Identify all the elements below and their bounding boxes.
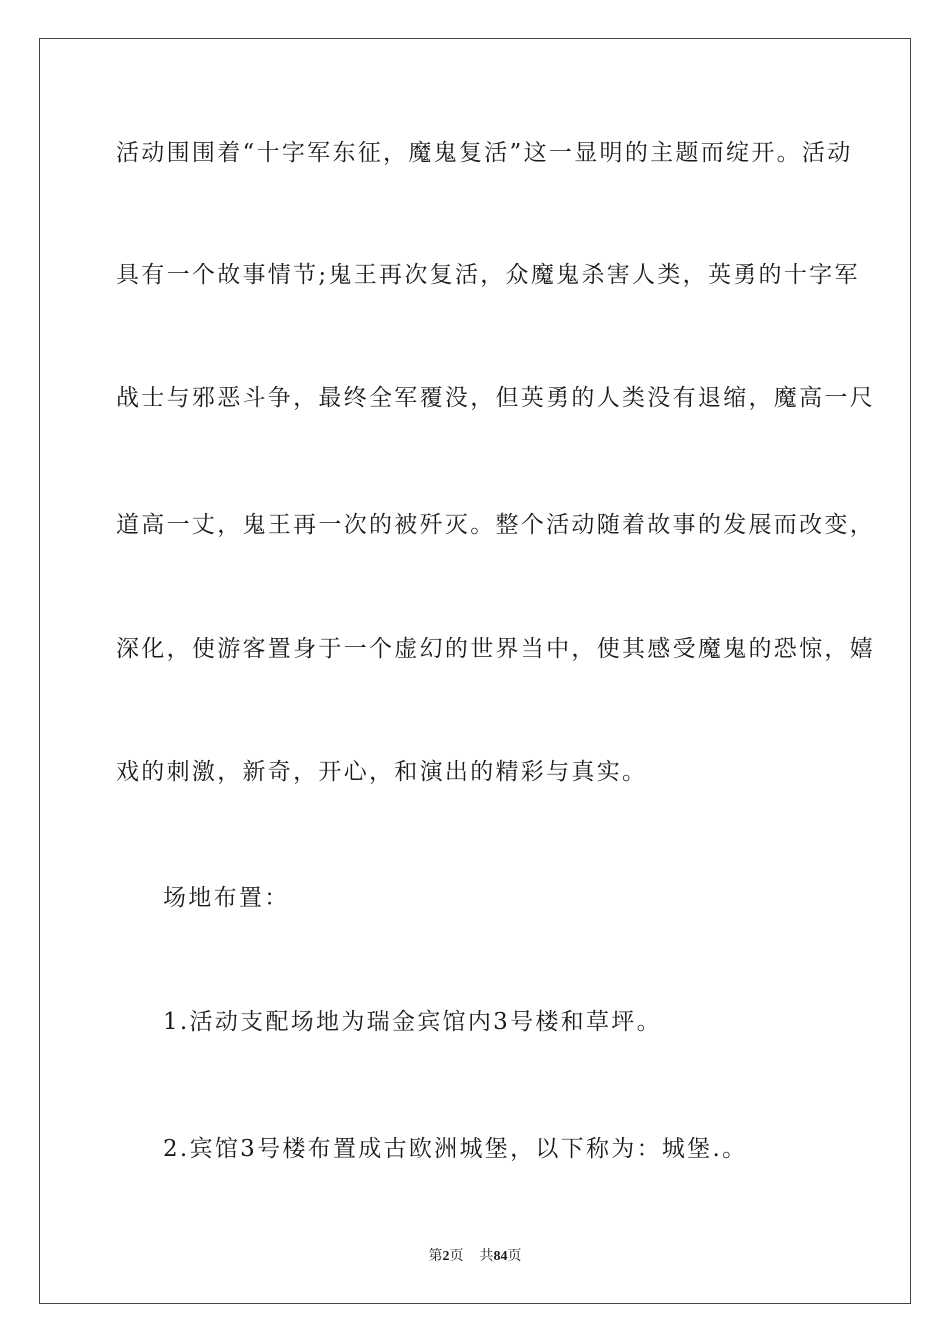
body-text-line-6: 戏的刺激，新奇，开心，和演出的精彩与真实。 bbox=[116, 759, 648, 785]
total-suffix: 页 bbox=[507, 1248, 522, 1264]
section-heading-venue: 场地布置： bbox=[163, 885, 290, 911]
body-text-line-5: 深化，使游客置身于一个虚幻的世界当中，使其感受魔鬼的恐惊，嬉 bbox=[116, 636, 875, 662]
page-footer bbox=[0, 1247, 950, 1266]
page-number: 2 bbox=[442, 1249, 450, 1264]
body-text-line-4: 道高一丈，鬼王再一次的被歼灭。整个活动随着故事的发展而改变， bbox=[116, 512, 875, 538]
list-item-2: 2.宾馆3号楼布置成古欧洲城堡，以下称为：城堡.。 bbox=[163, 1136, 748, 1162]
body-text-line-3: 战士与邪恶斗争，最终全军覆没，但英勇的人类没有退缩，魔高一尺 bbox=[116, 385, 875, 411]
page-suffix: 页 bbox=[449, 1248, 464, 1264]
list-item-1: 1.活动支配场地为瑞金宾馆内3号楼和草坪。 bbox=[163, 1009, 662, 1035]
total-prefix: 共 bbox=[479, 1248, 494, 1264]
total-pages: 84 bbox=[493, 1249, 508, 1264]
page-prefix: 第 bbox=[428, 1248, 443, 1264]
body-text-line-2: 具有一个故事情节;鬼王再次复活，众魔鬼杀害人类，英勇的十字军 bbox=[116, 262, 860, 288]
page-border bbox=[39, 38, 911, 1304]
body-text-line-1: 活动围围着“十字军东征，魔鬼复活”这一显明的主题而绽开。活动 bbox=[116, 140, 853, 166]
